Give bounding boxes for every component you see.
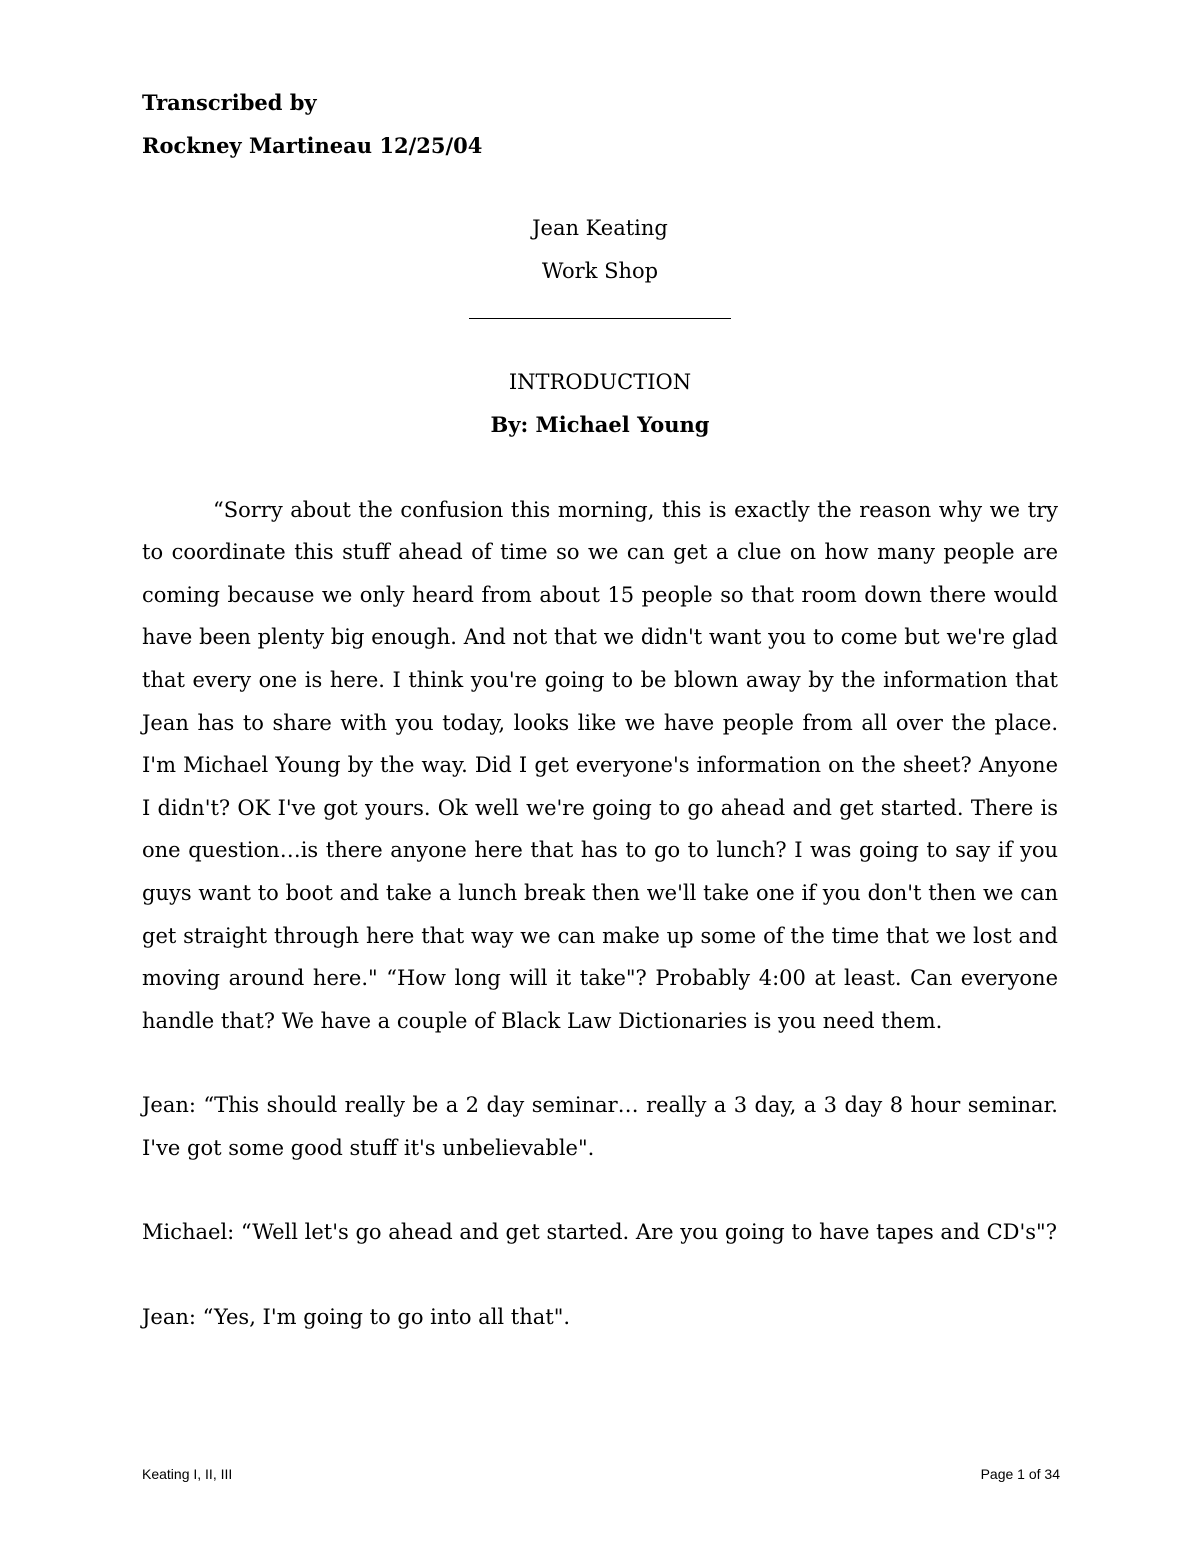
title-divider — [469, 292, 731, 319]
footer-document-label: Keating I, II, III — [142, 1466, 233, 1482]
page-footer — [142, 1466, 1060, 1482]
spacer — [142, 447, 1058, 489]
spacer — [142, 167, 1058, 207]
spacer — [142, 319, 1058, 361]
transcribed-by-label: Transcribed by — [142, 90, 317, 115]
document-subtitle: Work Shop — [541, 258, 659, 283]
paragraph-jean-1: Jean: “This should really be a 2 day seminar… really a 3 day, a 3 day 8 hour seminar. I've got some good stuff it's unbelievable". — [142, 1093, 1058, 1160]
paragraph-jean-2: Jean: “Yes, I'm going to go into all that". — [142, 1305, 571, 1330]
transcriber-line: Rockney Martineau 12/25/04 — [142, 132, 483, 158]
document-title: Jean Keating — [532, 216, 668, 241]
section-byline: By: Michael Young — [490, 411, 710, 437]
page-content — [142, 82, 1058, 1339]
spacer — [142, 1042, 1058, 1084]
section-heading: INTRODUCTION — [508, 370, 692, 395]
footer-page-number: Page 1 of 34 — [980, 1466, 1060, 1482]
paragraph-michael-1: Michael: “Well let's go ahead and get started. Are you going to have tapes and CD's"? — [142, 1220, 1057, 1245]
paragraph-intro: “Sorry about the confusion this morning, this is exactly the reason why we try to coordinate this stuff ahead of time so we can get a clue on how many people are coming because we only heard from about 15 people so that room down there would have been plenty big enough. And not that we didn't want you to come but we're glad that every one is here. I think you're going to be blown away by the information that Jean has to share with you today, looks like we have people from all over the place. I'm Michael Young by the way. Did I get everyone's information on the sheet? Anyone I didn't? OK I've got yours. Ok well we're going to go ahead and get started. There is one question…is there anyone here that has to go to lunch? I was going to say if you guys want to boot and take a lunch break then we'll take one if you don't then we can get straight through here that way we can make up some of the time that we lost and moving around here." “How long will it take"? Probably 4:00 at least. Can everyone handle that? We have a couple of Black Law Dictionaries is you need them. — [142, 497, 1058, 1033]
spacer — [142, 1254, 1058, 1296]
spacer — [142, 1169, 1058, 1211]
